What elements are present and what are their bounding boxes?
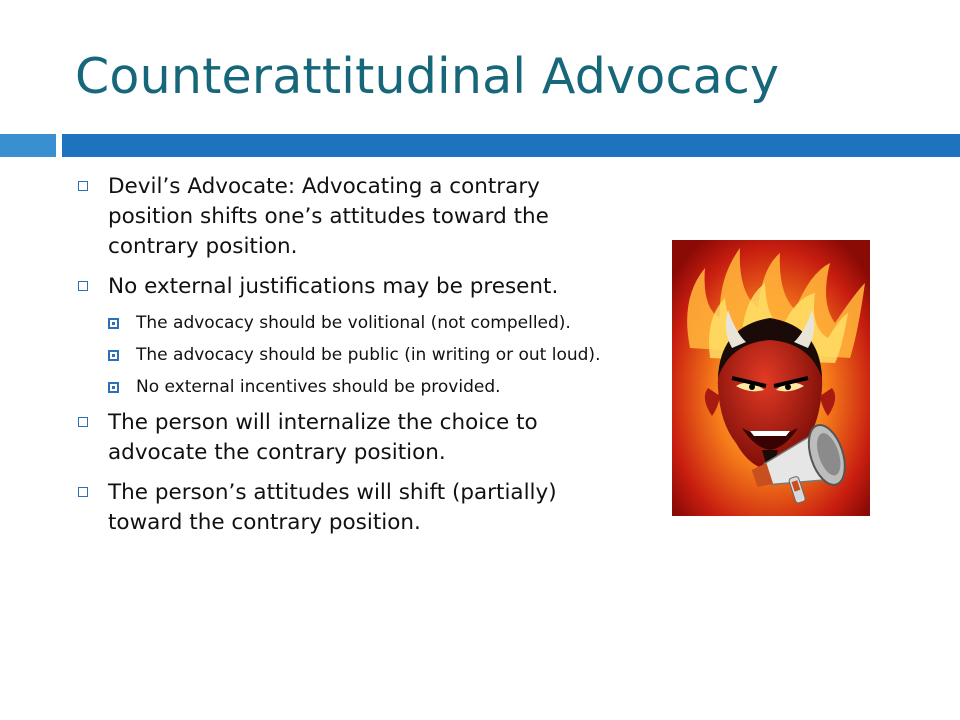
slide-title: Counterattitudinal Advocacy <box>75 48 780 105</box>
sub-bullet-text: The advocacy should be volitional (not compelled). <box>136 313 571 333</box>
bullet-list <box>78 172 628 548</box>
sub-bullet-text: No external incentives should be provided. <box>136 377 501 397</box>
sub-bullet-box-icon <box>108 318 119 329</box>
bullet-item <box>78 478 628 538</box>
sub-bullet-box-icon <box>108 350 119 361</box>
bullet-text: The person’s attitudes will shift (partially) toward the contrary position. <box>108 480 557 535</box>
sub-bullet-item <box>108 312 628 334</box>
bullet-text: No external justifications may be present. <box>108 274 559 299</box>
bullet-text: The person will internalize the choice to advocate the contrary position. <box>108 410 538 465</box>
bullet-box-icon <box>78 281 88 291</box>
sub-bullet-box-icon <box>108 382 119 393</box>
sub-bullet-text: The advocacy should be public (in writing or out loud). <box>136 345 601 365</box>
bullet-item <box>78 272 628 302</box>
devil-with-megaphone-icon <box>670 238 900 568</box>
sub-bullet-item <box>108 376 628 398</box>
sub-bullet-item <box>108 344 628 366</box>
bullet-item <box>78 172 628 262</box>
bullet-item <box>78 408 628 468</box>
bullet-box-icon <box>78 487 88 497</box>
bullet-text: Devil’s Advocate: Advocating a contrary position shifts one’s attitudes toward the contrary position. <box>108 174 549 259</box>
bullet-box-icon <box>78 181 88 191</box>
header-bar-accent <box>0 134 56 157</box>
bullet-box-icon <box>78 417 88 427</box>
header-bar <box>62 134 960 157</box>
